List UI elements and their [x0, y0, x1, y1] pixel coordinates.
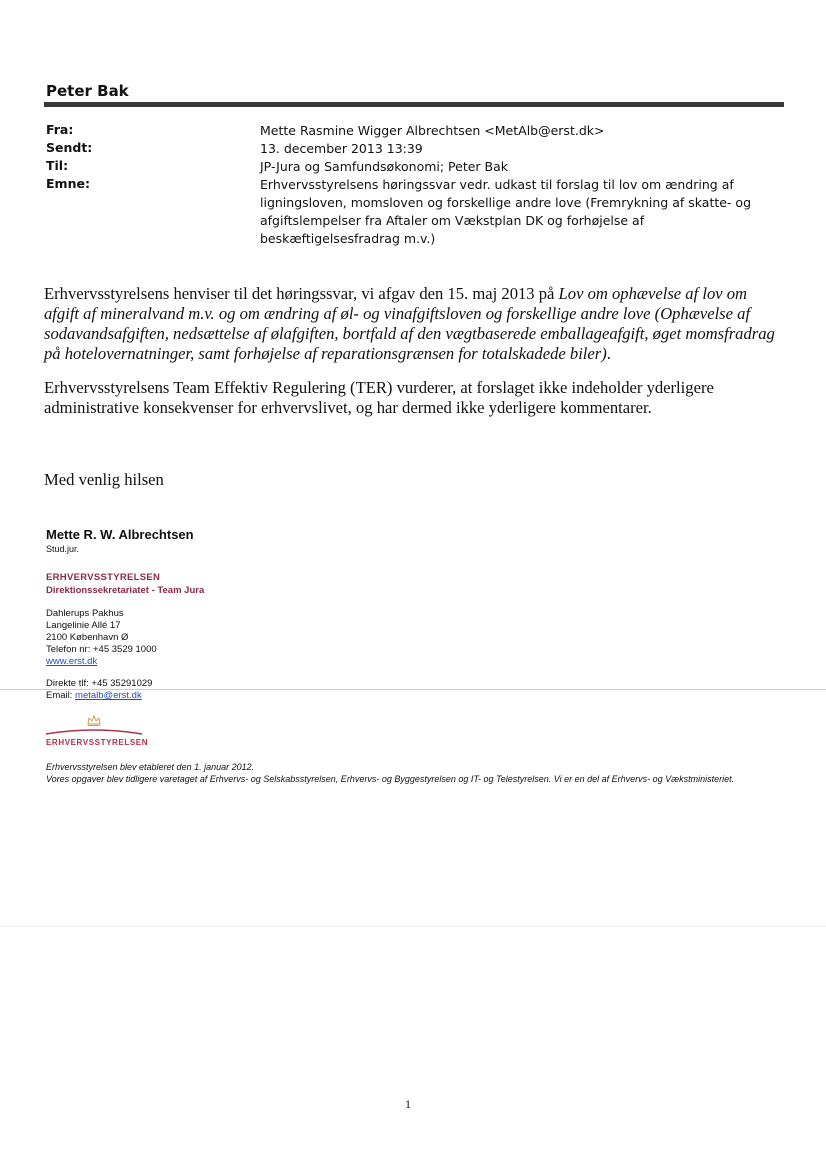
from-label: Fra:	[46, 122, 74, 137]
body-paragraph-2: Erhvervsstyrelsens Team Effektiv Regulering (TER) vurderer, at forslaget ikke indeholder yderligere administrative konsekvenser for erhvervslivet, og har dermed ikke yderligere kommentarer.	[44, 378, 714, 417]
page-number: 1	[405, 1097, 411, 1111]
subject-value: Erhvervsstyrelsens høringssvar vedr. udkast til forslag til lov om ændring af ligningsloven, momsloven og forskellige andre love (Fremrykning af skatte- og afgiftslempelser fra Aftaler om Vækstplan DK og forhøjelse af beskæftigelsesfradrag m.v.)	[260, 177, 751, 246]
body-paragraph-1	[44, 284, 779, 364]
email-owner-name: Peter Bak	[46, 82, 129, 100]
website-link[interactable]: www.erst.dk	[46, 656, 98, 667]
email-link[interactable]: metalb@erst.dk	[75, 690, 142, 701]
from-value: Mette Rasmine Wigger Albrechtsen <MetAlb@erst.dk>	[260, 123, 605, 138]
logo-wordmark: ERHVERVSSTYRELSEN	[46, 738, 149, 747]
para1-end: .	[606, 344, 611, 363]
footer-note-1: Erhvervsstyrelsen blev etableret den 1. januar 2012.	[46, 762, 255, 772]
address-line-1: Dahlerups Pakhus	[46, 608, 124, 619]
header-divider	[44, 102, 784, 107]
signature-name: Mette R. W. Albrechtsen	[46, 527, 194, 542]
to-value: JP-Jura og Samfundsøkonomi; Peter Bak	[260, 159, 509, 174]
logo-swoosh	[46, 730, 142, 734]
email-line	[46, 690, 142, 701]
crown-icon	[88, 716, 100, 726]
address-line-2: Langelinie Allé 17	[46, 620, 121, 631]
email-label: Email:	[46, 690, 76, 701]
address-line-3: 2100 København Ø	[46, 632, 129, 643]
closing-greeting: Med venlig hilsen	[44, 470, 164, 489]
address-phone: Telefon nr: +45 3529 1000	[46, 644, 157, 655]
subject-label: Emne:	[46, 176, 90, 191]
to-label: Til:	[46, 158, 69, 173]
page-divider	[0, 926, 826, 927]
para1-intro: Erhvervsstyrelsens henviser til det høringssvar, vi afgav den 15. maj 2013 på	[44, 284, 559, 303]
para1-law-title: Lov om ophævelse af lov om afgift af mineralvand m.v. og om ændring af øl- og vinafgiftsloven og forskellige andre love (Ophævelse af sodavandsafgiften, nedsættelse af ølafgiften, bortfald af den vægtbaserede emballageafgift, øget momsfradrag på hotelovernatninger, samt forhøjelse af reparationsgrænsen for totalskadede biler)	[44, 284, 775, 363]
signature-org: ERHVERVSSTYRELSEN	[46, 572, 161, 583]
signature-title: Stud.jur.	[46, 544, 80, 554]
footer-note-2: Vores opgaver blev tidligere varetaget af Erhvervs- og Selskabsstyrelsen, Erhvervs- og Byggestyrelsen og IT- og Telestyrelsen. Vi er en del af Erhvervs- og Vækstministeriet.	[46, 774, 735, 784]
sent-label: Sendt:	[46, 140, 93, 155]
signature-dept: Direktionssekretariatet - Team Jura	[46, 585, 205, 596]
direct-phone: Direkte tlf: +45 35291029	[46, 678, 153, 689]
sent-value: 13. december 2013 13:39	[260, 141, 423, 156]
